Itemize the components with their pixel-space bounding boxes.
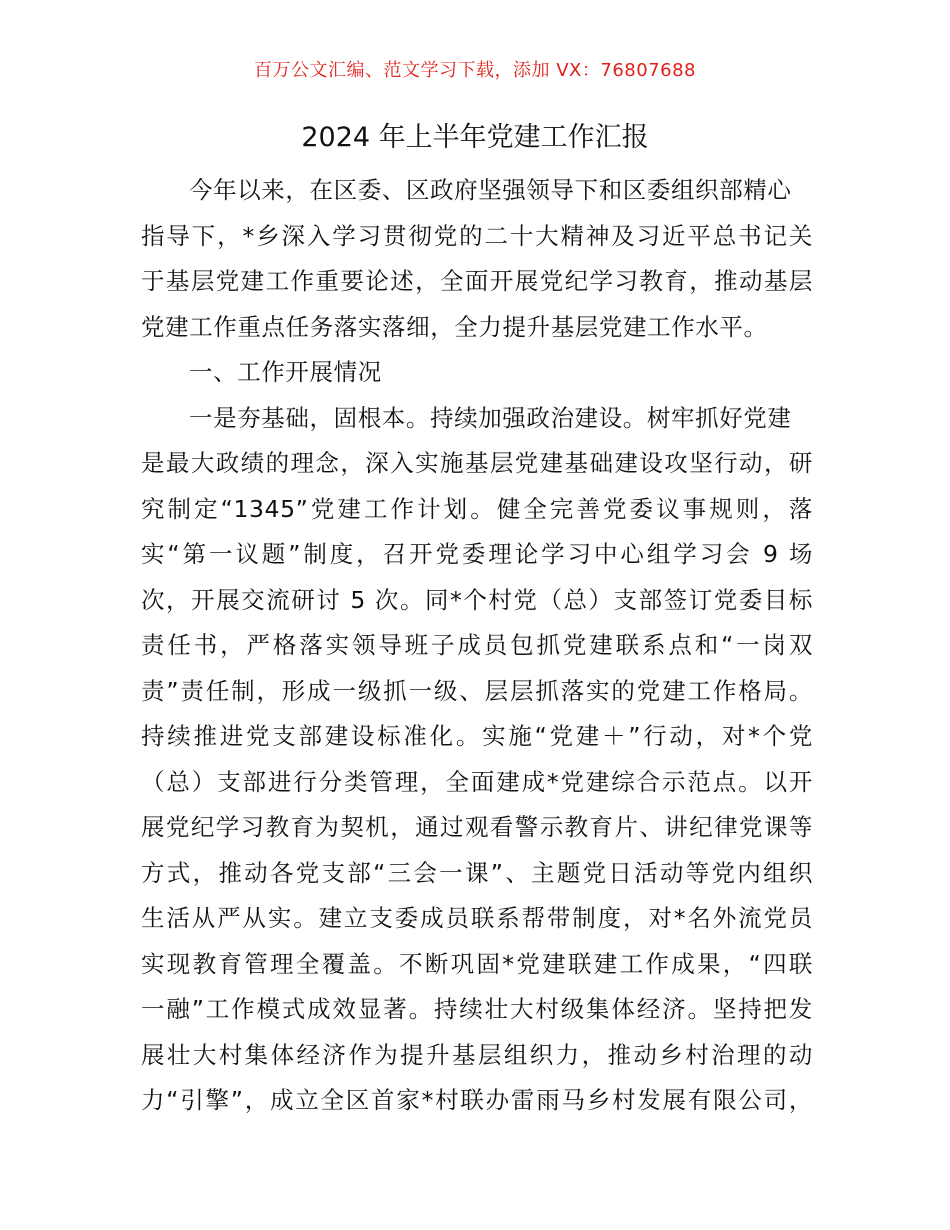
paragraph-line: 方式，推动各党支部“三会一课”、主题党日活动等党内组织 (141, 858, 813, 887)
paragraph-line: 是最大政绩的理念，深入实施基层党建基础建设攻坚行动，研 (141, 449, 813, 477)
paragraph-line: 实现教育管理全覆盖。不断巩固*党建联建工作成果，“四联 (141, 949, 813, 978)
paragraph-line: 生活从严从实。建立支委成员联系帮带制度，对*名外流党员 (141, 904, 813, 932)
paragraph-line: 党建工作重点任务落实落细，全力提升基层党建工作水平。 (141, 312, 768, 341)
document-title: 2024 年上半年党建工作汇报 (301, 122, 649, 153)
paragraph-line: 展壮大村集体经济作为提升基层组织力，推动乡村治理的动 (141, 1040, 813, 1069)
paragraph-line: 责”责任制，形成一级抓一级、层层抓落实的党建工作格局。 (141, 676, 813, 705)
paragraph-line: 责任书，严格落实领导班子成员包抓党建联系点和“一岗双 (141, 631, 813, 659)
paragraph-line: 今年以来，在区委、区政府坚强领导下和区委组织部精心 (189, 176, 792, 204)
document-body (141, 168, 813, 1124)
paragraph-line: （总）支部进行分类管理，全面建成*党建综合示范点。以开 (141, 767, 813, 796)
section-heading: 一、工作开展情况 (189, 358, 382, 386)
paragraph-line: 一是夯基础，固根本。持续加强政治建设。树牢抓好党建 (189, 403, 792, 432)
paragraph-line: 次，开展交流研讨 5 次。同*个村党（总）支部签订党委目标 (141, 585, 813, 614)
paragraph-line: 于基层党建工作重要论述，全面开展党纪学习教育，推动基层 (141, 267, 813, 295)
paragraph-line: 实“第一议题”制度，召开党委理论学习中心组学习会 9 场 (141, 540, 813, 568)
paragraph-line: 指导下，*乡深入学习贯彻党的二十大精神及习近平总书记关 (141, 221, 813, 250)
paragraph-line: 持续推进党支部建设标准化。实施“党建＋”行动，对*个党 (141, 722, 813, 750)
watermark-header: 百万公文汇编、范文学习下载，添加 VX：76807688 (254, 60, 696, 81)
paragraph-line: 一融”工作模式成效显著。持续壮大村级集体经济。坚持把发 (141, 995, 813, 1023)
paragraph-line: 究制定“1345”党建工作计划。健全完善党委议事规则，落 (141, 494, 813, 523)
paragraph-line: 力“引擎”，成立全区首家*村联办雷雨马乡村发展有限公司， (141, 1086, 813, 1114)
paragraph-line: 展党纪学习教育为契机，通过观看警示教育片、讲纪律党课等 (141, 813, 813, 841)
